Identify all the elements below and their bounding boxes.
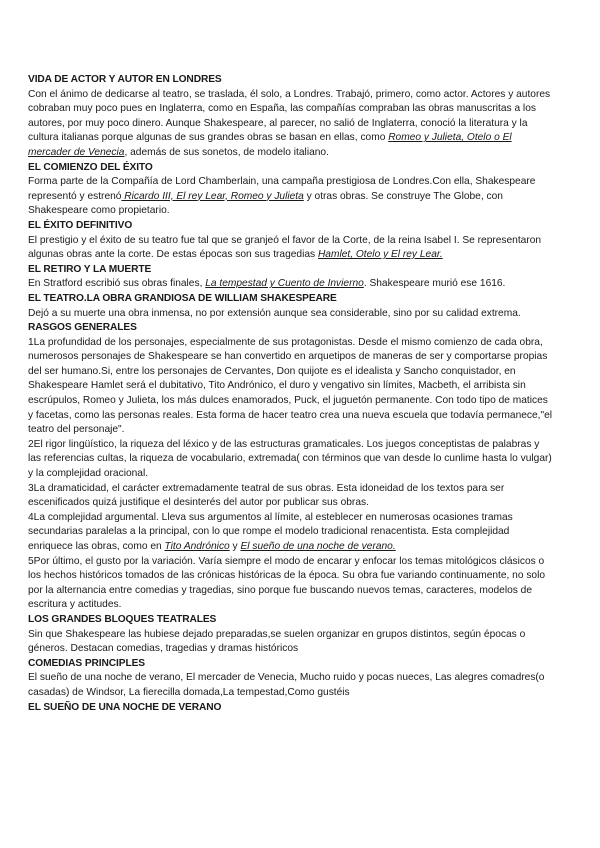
paragraph-comedias: El sueño de una noche de verano, El mercader de Venecia, Mucho ruido y pocas nueces, Las alegres comadres(o casadas) de Windsor, La fierecilla domada,La tempestad,Como gustéis [28,672,545,698]
paragraph-rasgo-2: 2El rigor lingüístico, la riqueza del léxico y de las estructuras gramaticales. Los juegos conceptistas de palabras y las referencias cultas, la riqueza de vocabulario, extremada( con términos que van desde lo cunlime hasta lo vulgar) y la complejidad oracional. [28,438,552,480]
heading-sueno: EL SUEÑO DE UNA NOCHE DE VERANO [28,701,222,713]
paragraph-retiro: En Stratford escribió sus obras finales, La tempestad y Cuento de Invierno. Shakespeare murió ese 1616. [28,278,506,290]
heading-vida: VIDA DE ACTOR Y AUTOR EN LONDRES [28,74,222,85]
heading-rasgos: RASGOS GENERALES [28,322,137,334]
paragraph-comienzo: Forma parte de la Compañía de Lord Chamberlain, una campaña prestigiosa de Londres.Con ella, Shakespeare representó y estrenó Ricardo III, El rey Lear, Romeo y Julieta y otras obras. Se construye The Globe, con Shakespeare como propietario. [28,176,536,217]
paragraph-rasgo-5: 5Por último, el gusto por la variación. Varía siempre el modo de encarar y enfocar los temas mitológicos clásicos o los hechos históricos tomados de las crónicas históricas de la época. Su obra fue variando continuamente, no solo por la alternancia entre comedias y tragedias, sino porque fue buscando nuevos temas, caracteres, modelos de escritura y actitudes. [28,555,546,611]
paragraph-rasgo-3: 3La dramaticidad, el carácter extremadamente teatral de sus obras. Esta idoneidad de los textos para ser escenificados quizá justifique el desinterés del autor por publicar sus obras. [28,482,505,509]
heading-comienzo: EL COMIENZO DEL ÉXITO [28,161,153,173]
paragraph-obra: Dejó a su muerte una obra inmensa, no por extensión aunque sea considerable, sino por su calidad extrema. [28,307,521,319]
works-vida: Romeo y Julieta, Otelo o El mercader de Venecia [28,132,512,158]
paragraph-bloques: Sin que Shakespeare las hubiese dejado preparadas,se suelen organizar en grupos distintos, según épocas o géneros. Destacan comedias, tragedias y dramas históricos [28,628,526,655]
work-sueno: El sueño de una noche de verano. [240,541,396,552]
heading-bloques: LOS GRANDES BLOQUES TEATRALES [28,613,217,625]
paragraph-rasgo-4: 4La complejidad argumental. Lleva sus argumentos al límite, al esteblecer en numerosas ocasiones tramas secundarias paralelas a la principal, con lo que rompe el modelo tradicional renacentista. Esta complejidad enriquece las obras, como en Tito Andrónico y El sueño de una noche de verano. [28,511,513,552]
paragraph-vida: Con el ánimo de dedicarse al teatro, se traslada, él solo, a Londres. Trabajó, primero, como actor. Actores y autores cobraban muy poco pues en Inglaterra, como en España, las compañías compraban las obras manuscritas a los autores, por muy poco dinero. Aunque Shakespeare, al parecer, no salió de Inglaterra, conoció la literatura y la cultura italianas porque algunas de sus grandes obras se basan en ellas, como Romeo y Julieta, Otelo o El mercader de Venecia, además de sus sonetos, de modelo italiano. [28,88,551,158]
heading-comedias: COMEDIAS PRINCIPLES [28,657,145,669]
work-tito: Tito Andrónico [164,541,230,552]
works-exito: Hamlet, Otelo y El rey Lear. [317,249,443,261]
paragraph-exito: El prestigio y el éxito de su teatro fue tal que se granjeó el favor de la Corte, de la reina Isabel I. Se representaron algunas obras ante la corte. De estas épocas son sus tragedias Hamlet, Otelo y El rey Lear. [28,234,542,261]
heading-exito: EL ÉXITO DEFINITIVO [28,219,133,231]
works-retiro: La tempestad y Cuento de Invierno [205,278,364,290]
paragraph-rasgo-1: 1La profundidad de los personajes, especialmente de sus protagonistas. Desde el mismo comienzo de cada obra, numerosos personajes de Shakespeare se han convertido en arquetipos de maneras de ser y comportarse propias del ser humano.Si, entre los personajes de Cervantes, Don quijote es el idealista y Sancho conquistador, en Shakespeare Hamlet será el dubitativo, Tito Andrónico, el duro y vengativo sin límites, Macbeth, el arribista sin escrúpulos, Romeo y Julieta, los más dulces enamorados, Puck, el juguetón permanente. Con todo tipo de matices y facetas, como las personas reales. Esta forma de hacer teatro crea una nueva escuela que todavía permanece,"el teatro del personaje". [28,336,553,436]
works-comienzo: Ricardo III, El rey Lear, Romeo y Julieta [121,190,304,202]
heading-obra: EL TEATRO.LA OBRA GRANDIOSA DE WILLIAM SHAKESPEARE [28,292,337,304]
heading-retiro: EL RETIRO Y LA MUERTE [28,263,152,275]
